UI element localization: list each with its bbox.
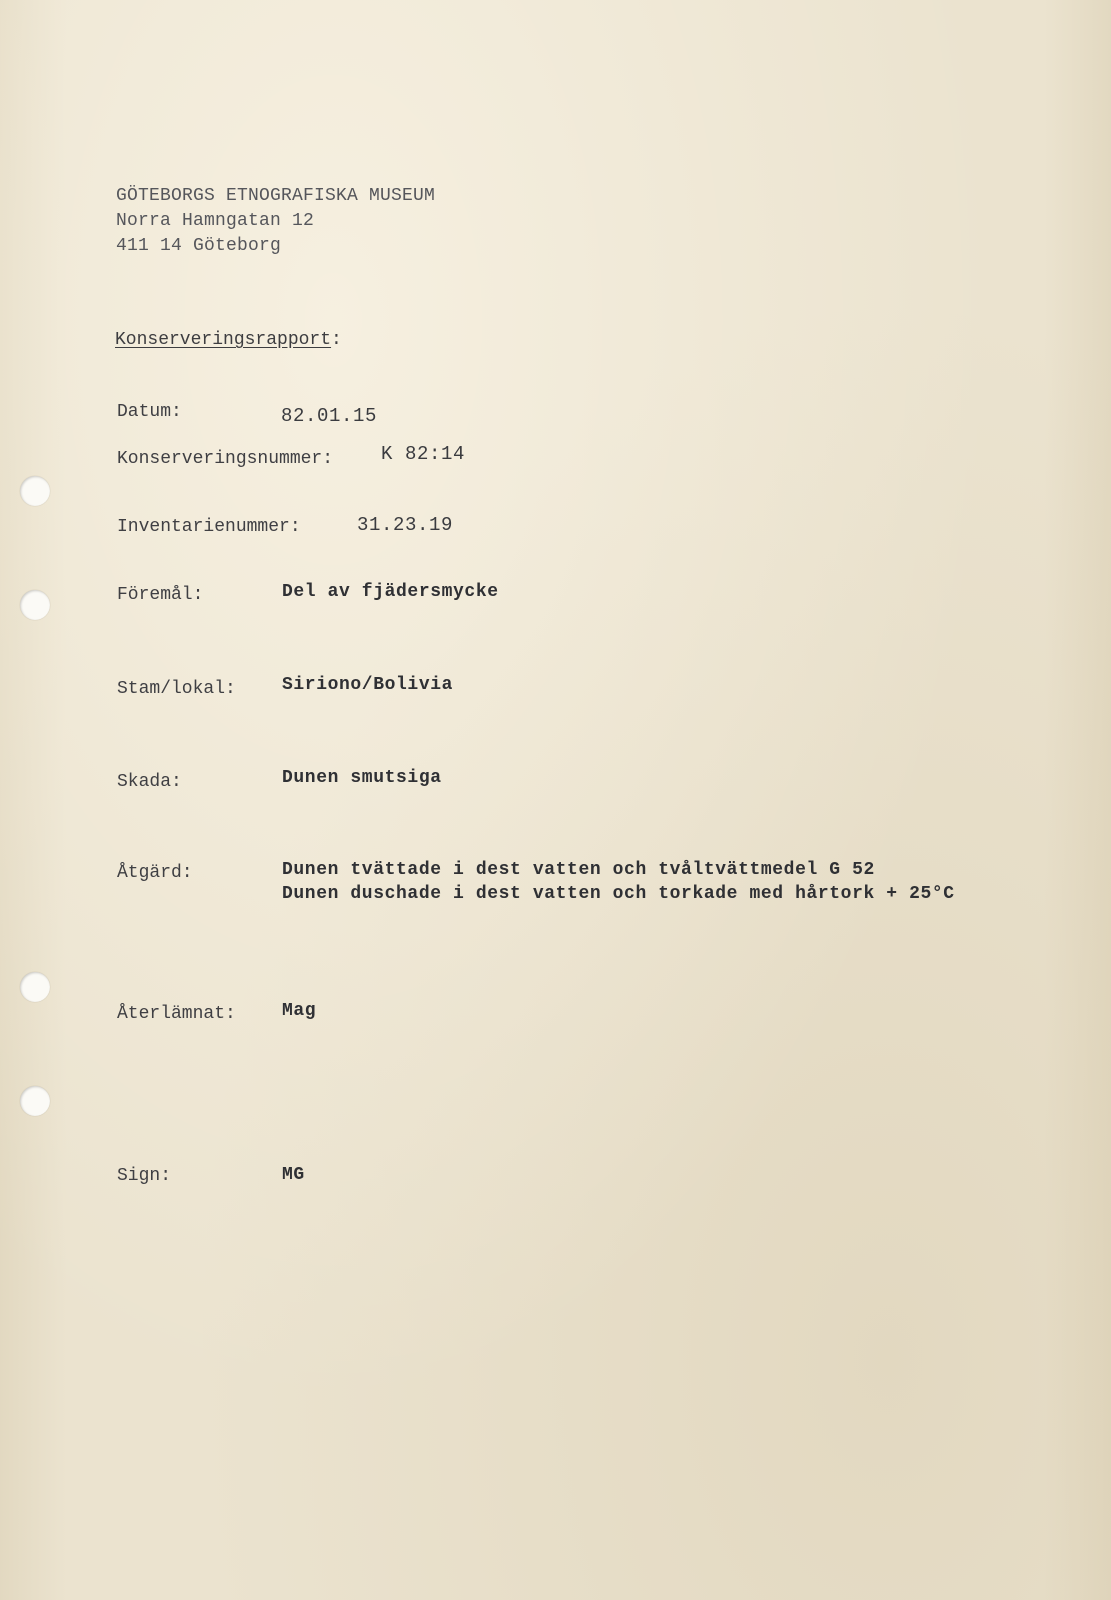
punch-hole (20, 1086, 50, 1116)
stam-lokal-label: Stam/lokal: (117, 679, 236, 699)
report-title-colon: : (331, 330, 342, 350)
postal-address: 411 14 Göteborg (116, 236, 282, 256)
punch-hole (20, 972, 50, 1002)
atgard-label: Åtgärd: (117, 863, 193, 883)
foremal-label: Föremål: (117, 585, 204, 605)
skada-value: Dunen smutsiga (282, 768, 442, 788)
skada-label: Skada: (117, 772, 182, 792)
foremal-value: Del av fjädersmycke (282, 582, 499, 602)
sign-value: MG (282, 1165, 305, 1185)
punch-hole (20, 590, 50, 620)
atgard-line-1: Dunen tvättade i dest vatten och tvåltvättmedel G 52 (282, 860, 875, 880)
konserveringsnummer-label: Konserveringsnummer: (117, 449, 334, 469)
letterhead (116, 184, 435, 259)
institution-name: GÖTEBORGS ETNOGRAFISKA MUSEUM (116, 186, 436, 206)
inventarienummer-label: Inventarienummer: (117, 517, 301, 537)
atgard-line-2: Dunen duschade i dest vatten och torkade med hårtork + 25°C (282, 884, 955, 904)
report-title-text: Konserveringsrapport (115, 330, 332, 350)
punch-hole (20, 476, 50, 506)
stam-lokal-value: Siriono/Bolivia (282, 675, 454, 695)
konserveringsnummer-value: K 82:14 (381, 443, 466, 465)
sign-label: Sign: (117, 1166, 172, 1186)
report-title (115, 330, 342, 350)
aterlamnat-label: Återlämnat: (117, 1004, 236, 1024)
datum-value: 82.01.15 (281, 405, 378, 427)
inventarienummer-value: 31.23.19 (357, 514, 454, 536)
datum-label: Datum: (117, 402, 182, 422)
street-address: Norra Hamngatan 12 (116, 211, 315, 231)
aterlamnat-value: Mag (282, 1001, 317, 1021)
